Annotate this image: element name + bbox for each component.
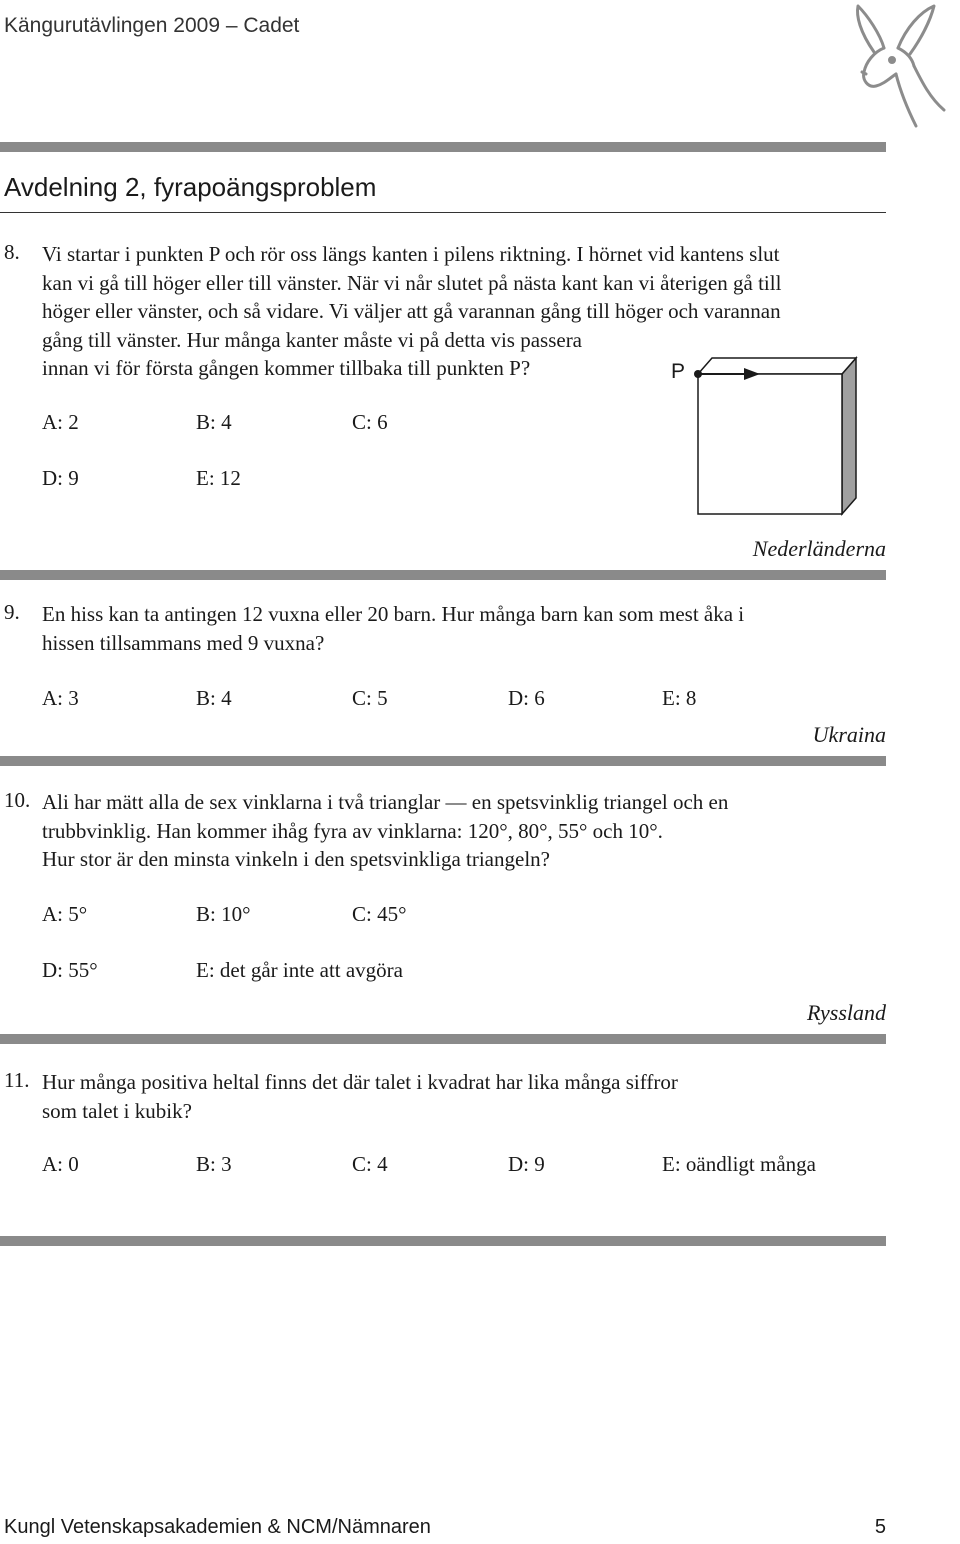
- problem-11-text: [42, 1068, 892, 1125]
- problem-10-option-d: D: 55°: [42, 958, 98, 982]
- problem-11-option-c: C: 4: [352, 1152, 388, 1176]
- header-title: Kängurutävlingen 2009 – Cadet: [4, 14, 300, 37]
- problem-10-option-b: B: 10°: [196, 902, 251, 926]
- problem-8-origin: Nederländerna: [752, 536, 886, 561]
- problem-8-line: innan vi för första gången kommer tillbaka till punkten P?: [42, 356, 531, 381]
- problem-9-option-c: C: 5: [352, 686, 388, 710]
- problem-8-option-b: B: 4: [196, 410, 232, 434]
- divider-10: [0, 1034, 886, 1044]
- problem-9-option-b: B: 4: [196, 686, 232, 710]
- problem-10-option-a: A: 5°: [42, 902, 88, 926]
- problem-8-option-a: A: 2: [42, 410, 79, 434]
- problem-8-option-d: D: 9: [42, 466, 79, 490]
- problem-11-number: 11.: [4, 1068, 30, 1092]
- problem-9-origin: Ukraina: [812, 722, 886, 747]
- problem-10-origin: Ryssland: [806, 1000, 886, 1025]
- problem-10-text: [42, 788, 892, 874]
- problem-9-option-d: D: 6: [508, 686, 545, 710]
- problem-9-line: En hiss kan ta antingen 12 vuxna eller 20 barn. Hur många barn kan som mest åka i: [42, 602, 745, 626]
- problem-8-number: 8.: [4, 240, 20, 264]
- problem-8-option-c: C: 6: [352, 410, 388, 434]
- problem-9-option-e: E: 8: [662, 686, 697, 710]
- cube-figure: [690, 350, 870, 530]
- problem-11-line: som talet i kubik?: [42, 1098, 192, 1123]
- cube-side-face: [842, 358, 856, 514]
- problem-8-line: gång till vänster. Hur många kanter måste vi på detta vis passera: [42, 327, 583, 352]
- point-p-label: P: [671, 360, 686, 383]
- problem-10-option-c: C: 45°: [352, 902, 407, 926]
- problem-10-option-e: E: det går inte att avgöra: [196, 958, 403, 982]
- problem-8-line: kan vi gå till höger eller till vänster. När vi når slutet på nästa kant kan vi återigen gå till: [42, 270, 782, 295]
- divider-11: [0, 1236, 886, 1246]
- problem-10-line: Ali har mätt alla de sex vinklarna i två trianglar — en spetsvinklig triangel och en: [42, 790, 729, 814]
- problem-10-line: Hur stor är den minsta vinkeln i den spetsvinkliga triangeln?: [42, 847, 550, 872]
- problem-11-line: Hur många positiva heltal finns det där talet i kvadrat har lika många siffror: [42, 1070, 678, 1094]
- problem-8-line: höger eller vänster, och så vidare. Vi väljer att gå varannan gång till höger och varannan: [42, 299, 781, 324]
- problem-9-line: hissen tillsammans med 9 vuxna?: [42, 630, 325, 655]
- divider-top: [0, 142, 886, 152]
- page-number: 5: [874, 1516, 886, 1538]
- divider-8: [0, 570, 886, 580]
- problem-9-option-a: A: 3: [42, 686, 79, 710]
- cube-top-face: [698, 358, 856, 374]
- problem-11-option-e: E: oändligt många: [662, 1152, 816, 1176]
- cube-front-face: [698, 374, 842, 514]
- problem-10-line: trubbvinklig. Han kommer ihåg fyra av vinklarna: 120°, 80°, 55° och 10°.: [42, 818, 663, 843]
- problem-9-number: 9.: [4, 600, 20, 624]
- divider-9: [0, 756, 886, 766]
- problem-11-option-b: B: 3: [196, 1152, 232, 1176]
- kangaroo-logo-icon: [840, 2, 958, 130]
- problem-11-option-d: D: 9: [508, 1152, 545, 1176]
- problem-10-number: 10.: [4, 788, 31, 812]
- problem-9-text: [42, 600, 892, 657]
- problem-8-line: Vi startar i punkten P och rör oss längs kanten i pilens riktning. I hörnet vid kantens slut: [42, 242, 780, 266]
- section-title: Avdelning 2, fyrapoängsproblem: [4, 172, 377, 202]
- section-underline: [0, 212, 886, 213]
- problem-11-option-a: A: 0: [42, 1152, 79, 1176]
- problem-8-option-e: E: 12: [196, 466, 241, 490]
- footer-publisher: Kungl Vetenskapsakademien & NCM/Nämnaren: [4, 1516, 431, 1538]
